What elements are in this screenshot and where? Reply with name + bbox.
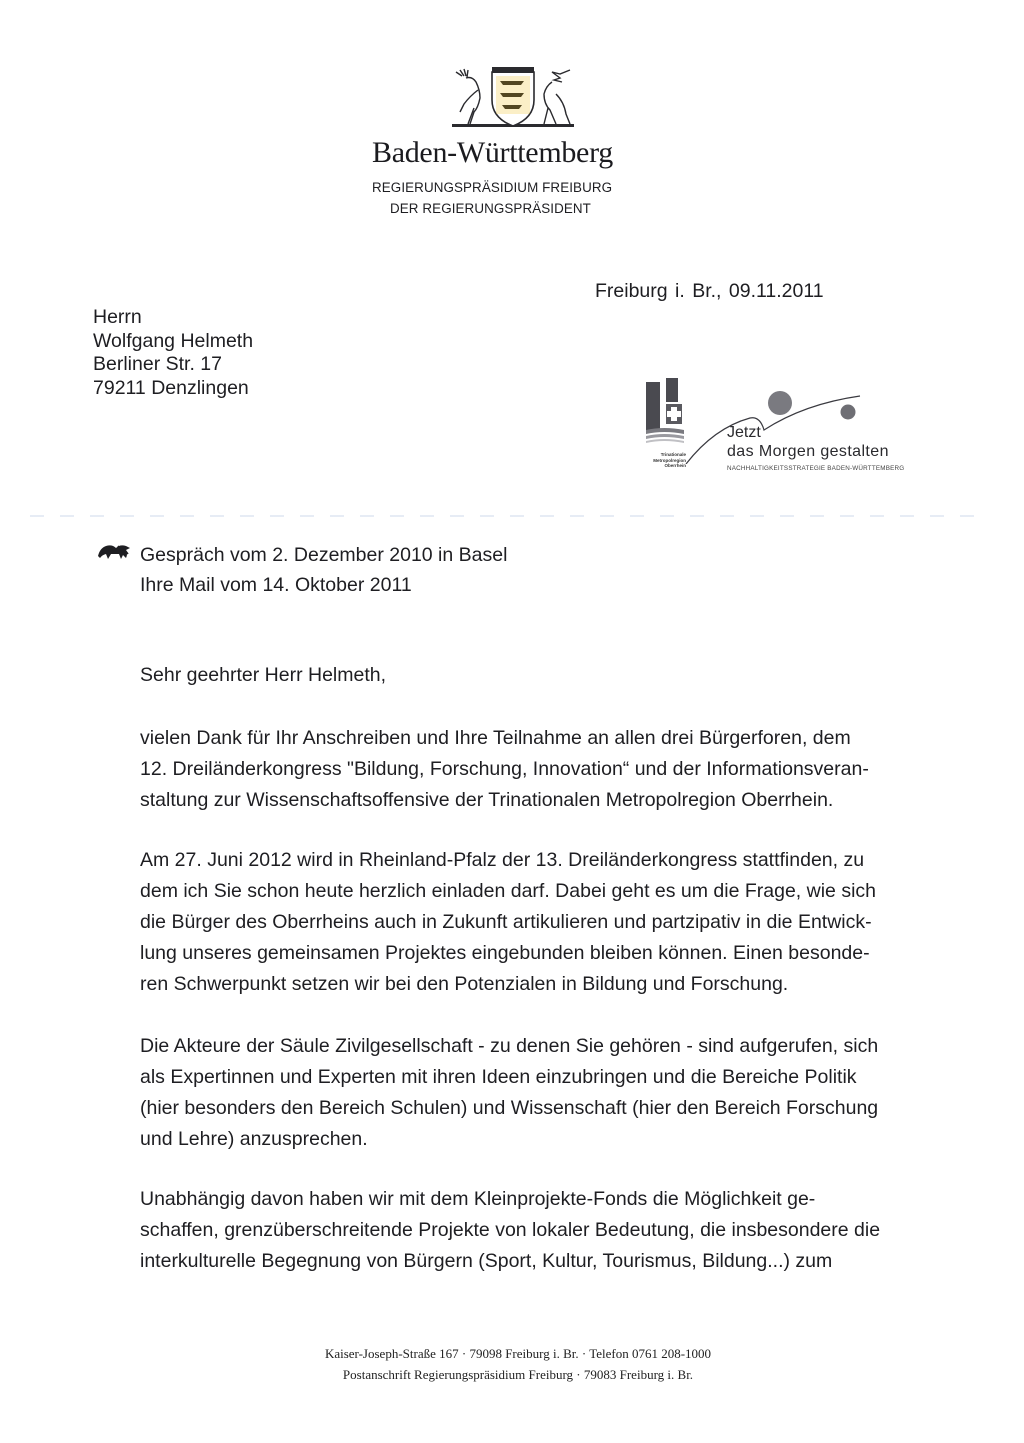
recipient-street: Berliner Str. 17 [93, 353, 222, 375]
body-paragraph: Am 27. Juni 2012 wird in Rheinland-Pfalz der 13. Dreiländerkongress stattfinden, zu dem ich Sie schon heute herzlich einladen darf. Dabei geht es um die Frage, wie sich die Bürger des Oberrheins auch in Zukunft artikulieren und partzipativ in die Entwick- lung unseres gemeinsamen Projektes eingebunden bleiben können. Einen besonde- ren Schwerpunkt setzen wir bei den Potenzialen in Bildung und Forschung. [140, 849, 876, 995]
recipient-city: 79211 Denzlingen [93, 376, 249, 399]
subject-line: Gespräch vom 2. Dezember 2010 in Basel [140, 544, 508, 566]
state-name: Baden-Württemberg [372, 136, 613, 169]
body-paragraph: Die Akteure der Säule Zivilgesellschaft - zu denen Sie gehören - sind aufgerufen, sich als Expertinnen und Experten mit ihren Ideen einzubringen und die Bereiche Politik (hier besonders den Bereich Schulen) und Wissenschaft (hier den Bereich Forschung und Lehre) anzusprechen. [140, 1035, 879, 1150]
recipient-address [93, 306, 253, 400]
authority-name: REGIERUNGSPRÄSIDIUM FREIBURG [372, 180, 613, 195]
recipient-name: Wolfgang Helmeth [93, 329, 254, 352]
recipient-salutation: Herrn [93, 306, 142, 328]
lion-icon [96, 542, 132, 560]
body-paragraph: vielen Dank für Ihr Anschreiben und Ihre Teilnahme an allen drei Bürgerforen, dem 12. Dreiländerkongress "Bildung, Forschung, Innovation“ und der Informationsveran- staltung zur Wissenschaftsoffensive der Trinationalen Metropolregion Oberrhein. [140, 727, 869, 811]
place-date: Freiburg i. Br., 09.11.2011 [595, 280, 824, 302]
sustainability-slogan-line1: Jetzt [727, 424, 761, 441]
subject-line: Ihre Mail vom 14. Oktober 2011 [140, 574, 412, 596]
footer-address: Kaiser-Joseph-Straße 167 · 79098 Freiburg i. Br. · Telefon 0761 208-1000 [324, 1346, 712, 1361]
subject-block [140, 540, 507, 600]
scan-artifact-line [30, 515, 990, 517]
office-name: DER REGIERUNGSPRÄSIDENT [390, 201, 591, 216]
letter-salutation: Sehr geehrter Herr Helmeth, [140, 664, 387, 686]
trinational-metropolitan-region-logo-icon [642, 378, 684, 450]
tmo-logo-text: Trinationale Metropolregion Oberrhein [653, 452, 686, 468]
footer-postal-address: Postanschrift Regierungspräsidium Freiburg · 79083 Freiburg i. Br. [342, 1367, 694, 1382]
body-paragraph: Unabhängig davon haben wir mit dem Kleinprojekte-Fonds die Möglichkeit ge- schaffen, grenzüberschreitende Projekte von lokaler Bedeutung, die insbesondere die interkulturelle Begegnung von Bürgern (Sport, Kultur, Tourismus, Bildung...) zum [140, 1188, 881, 1272]
sustainability-strategy-label: NACHHALTIGKEITSSTRATEGIE BADEN-WÜRTTEMBERG [727, 465, 905, 472]
coat-of-arms-icon [448, 64, 578, 130]
sustainability-slogan-line2: das Morgen gestalten [727, 443, 889, 460]
